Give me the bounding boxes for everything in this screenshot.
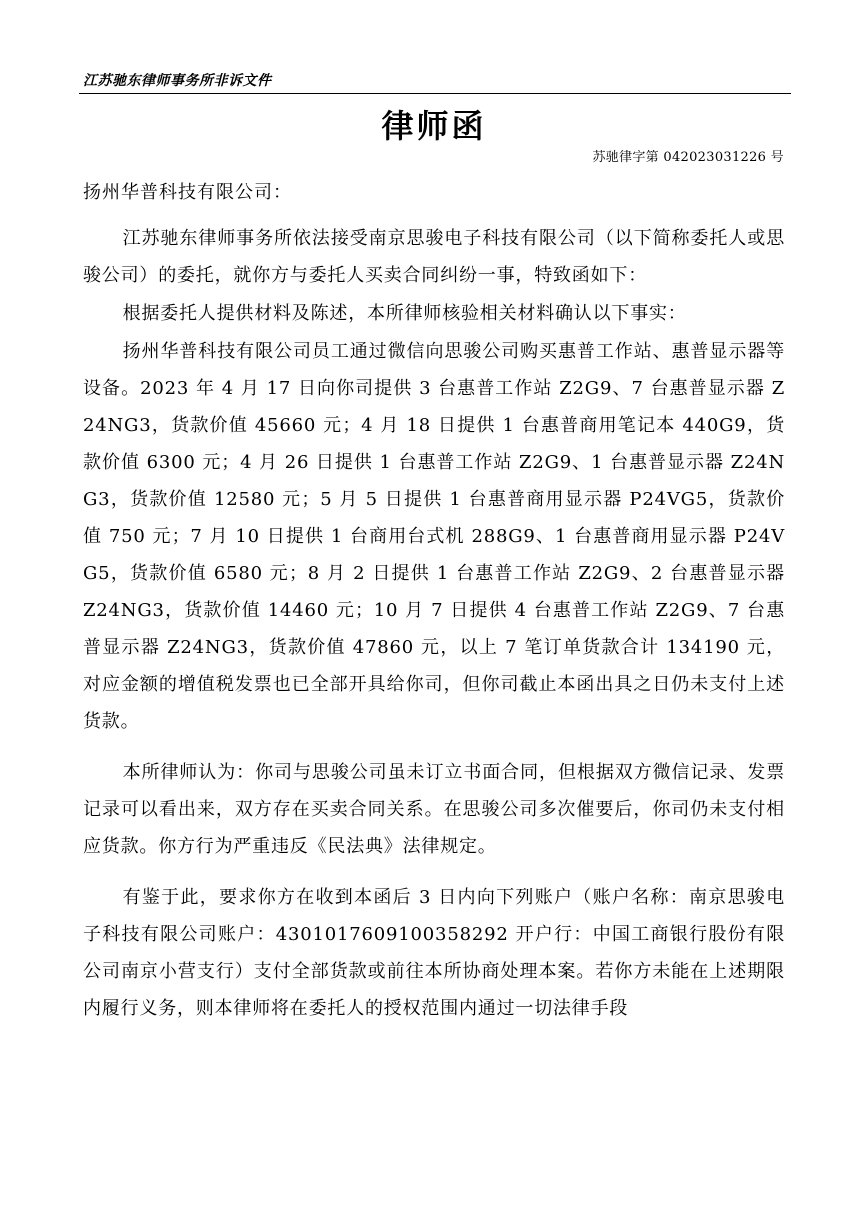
body-paragraph-demand: 有鉴于此，要求你方在收到本函后 3 日内向下列账户（账户名称：南京思骏电子科技有限公司账户：4301017609100358292 开户行：中国工商银行股份有限公司南京小营支行）支付全部货款或前往本所协商处理本案。若你方未能在上述期限内履行义务，则本律师将在委托人的授权范围内通过一切法律手段	[83, 887, 785, 1019]
letter-title: 律师函	[381, 107, 487, 145]
body-paragraph-facts: 扬州华普科技有限公司员工通过微信向思骏公司购买惠普工作站、惠普显示器等设备。2023 年 4 月 17 日向你司提供 3 台惠普工作站 Z2G9、7 台惠普显示器 Z24NG3，货款价值 45660 元；4 月 18 日提供 1 台惠普商用笔记本 440G9，货款价值 6300 元；4 月 26 日提供 1 台惠普工作站 Z2G9、1 台惠普显示器 Z24NG3，货款价值 12580 元；5 月 5 日提供 1 台惠普商用显示器 P24VG5，货款价值 750 元；7 月 10 日提供 1 台商用台式机 288G9、1 台惠普商用显示器 P24VG5，货款价值 6580 元；8 月 2 日提供 1 台惠普工作站 Z2G9、2 台惠普显示器 Z24NG3，货款价值 14460 元；10 月 7 日提供 4 台惠普工作站 Z2G9、7 台惠普显示器 Z24NG3，货款价值 47860 元，以上 7 笔订单货款合计 134190 元，对应金额的增值税发票也已全部开具给你司，但你司截止本函出具之日仍未支付上述货款。	[83, 341, 785, 732]
letter-body	[83, 220, 785, 1027]
firm-header-label: 江苏驰东律师事务所非诉文件	[83, 73, 272, 89]
reference-number: 苏驰律字第 042023031226 号	[592, 150, 784, 165]
addressee-line: 扬州华普科技有限公司：	[83, 182, 292, 203]
body-paragraph-intro: 江苏驰东律师事务所依法接受南京思骏电子科技有限公司（以下简称委托人或思骏公司）的委托，就你方与委托人买卖合同纠纷一事，特致函如下：	[83, 228, 785, 286]
header-divider	[79, 93, 791, 94]
body-paragraph-opinion: 本所律师认为：你司与思骏公司虽未订立书面合同，但根据双方微信记录、发票记录可以看出来，双方存在买卖合同关系。在思骏公司多次催要后，你司仍未支付相应货款。你方行为严重违反《民法典》法律规定。	[83, 762, 785, 857]
body-paragraph-basis: 根据委托人提供材料及陈述，本所律师核验相关材料确认以下事实：	[122, 303, 687, 324]
